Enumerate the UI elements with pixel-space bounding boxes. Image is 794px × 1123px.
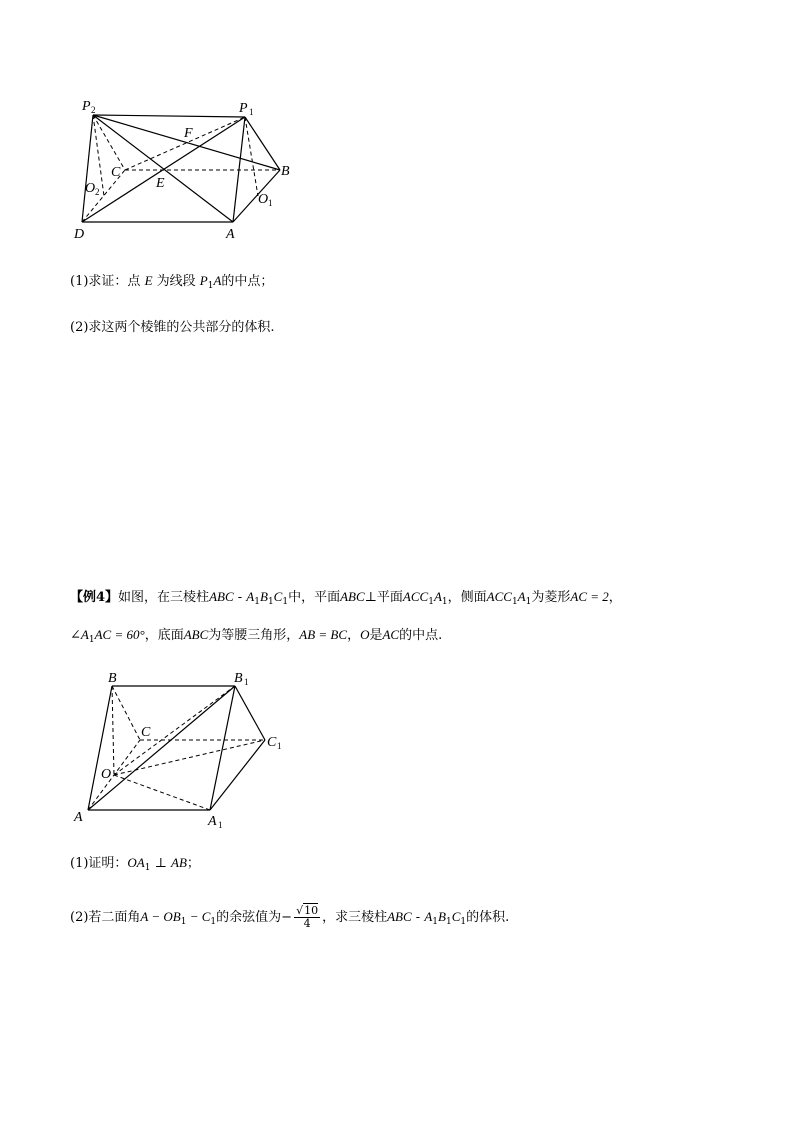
svg-text:P: P [82, 99, 91, 114]
svg-text:B: B [234, 671, 243, 686]
svg-text:2: 2 [95, 187, 100, 197]
svg-text:O: O [101, 767, 112, 782]
cosine-fraction: $\frac{√10}{4}$ [296, 904, 319, 930]
example-4-line-1: 【例4】如图，在三棱柱ABC - $A_1B_1C_1$中，平面ABC⊥平面$ACC_1A_1$，侧面$ACC_1A_1$为菱形AC = 2， [70, 589, 622, 607]
svg-text:C: C [267, 735, 277, 750]
svg-text:1: 1 [218, 820, 223, 830]
svg-text:A: A [208, 814, 217, 829]
svg-text:O: O [85, 181, 96, 196]
svg-text:1: 1 [268, 198, 273, 208]
svg-text:2: 2 [91, 105, 96, 115]
svg-text:1: 1 [249, 107, 254, 117]
svg-text:C: C [111, 165, 121, 180]
example-4-line-2: $\angle A_1AC = 60^\circ$，底面ABC为等腰三角形，AB = BC，O是AC的中点. [70, 627, 443, 645]
svg-text:P: P [239, 101, 248, 116]
example-4-question-1: (1)证明：$OA_1$ ⊥ AB； [70, 855, 200, 873]
svg-text:C: C [141, 725, 151, 740]
question-1-2: (2)求这两个棱锥的公共部分的体积. [70, 320, 275, 335]
svg-text:A: A [74, 810, 83, 825]
svg-text:B: B [108, 671, 117, 686]
svg-text:F: F [184, 126, 193, 141]
svg-text:E: E [156, 176, 165, 191]
svg-text:1: 1 [277, 741, 282, 751]
example-4-question-2: (2)若二面角$A - OB_1 - C_1$的余弦值为− $\frac{√10}{4}$ ，求三棱柱ABC - $A_1B_1C_1$的体积. [70, 904, 510, 930]
svg-text:1: 1 [244, 677, 249, 687]
svg-text:B: B [281, 164, 290, 179]
svg-text:D: D [74, 227, 85, 242]
question-1-1: (1)求证：点 E 为线段 $P_1A$的中点； [70, 273, 274, 291]
svg-text:A: A [226, 227, 235, 242]
svg-text:O: O [258, 192, 269, 207]
